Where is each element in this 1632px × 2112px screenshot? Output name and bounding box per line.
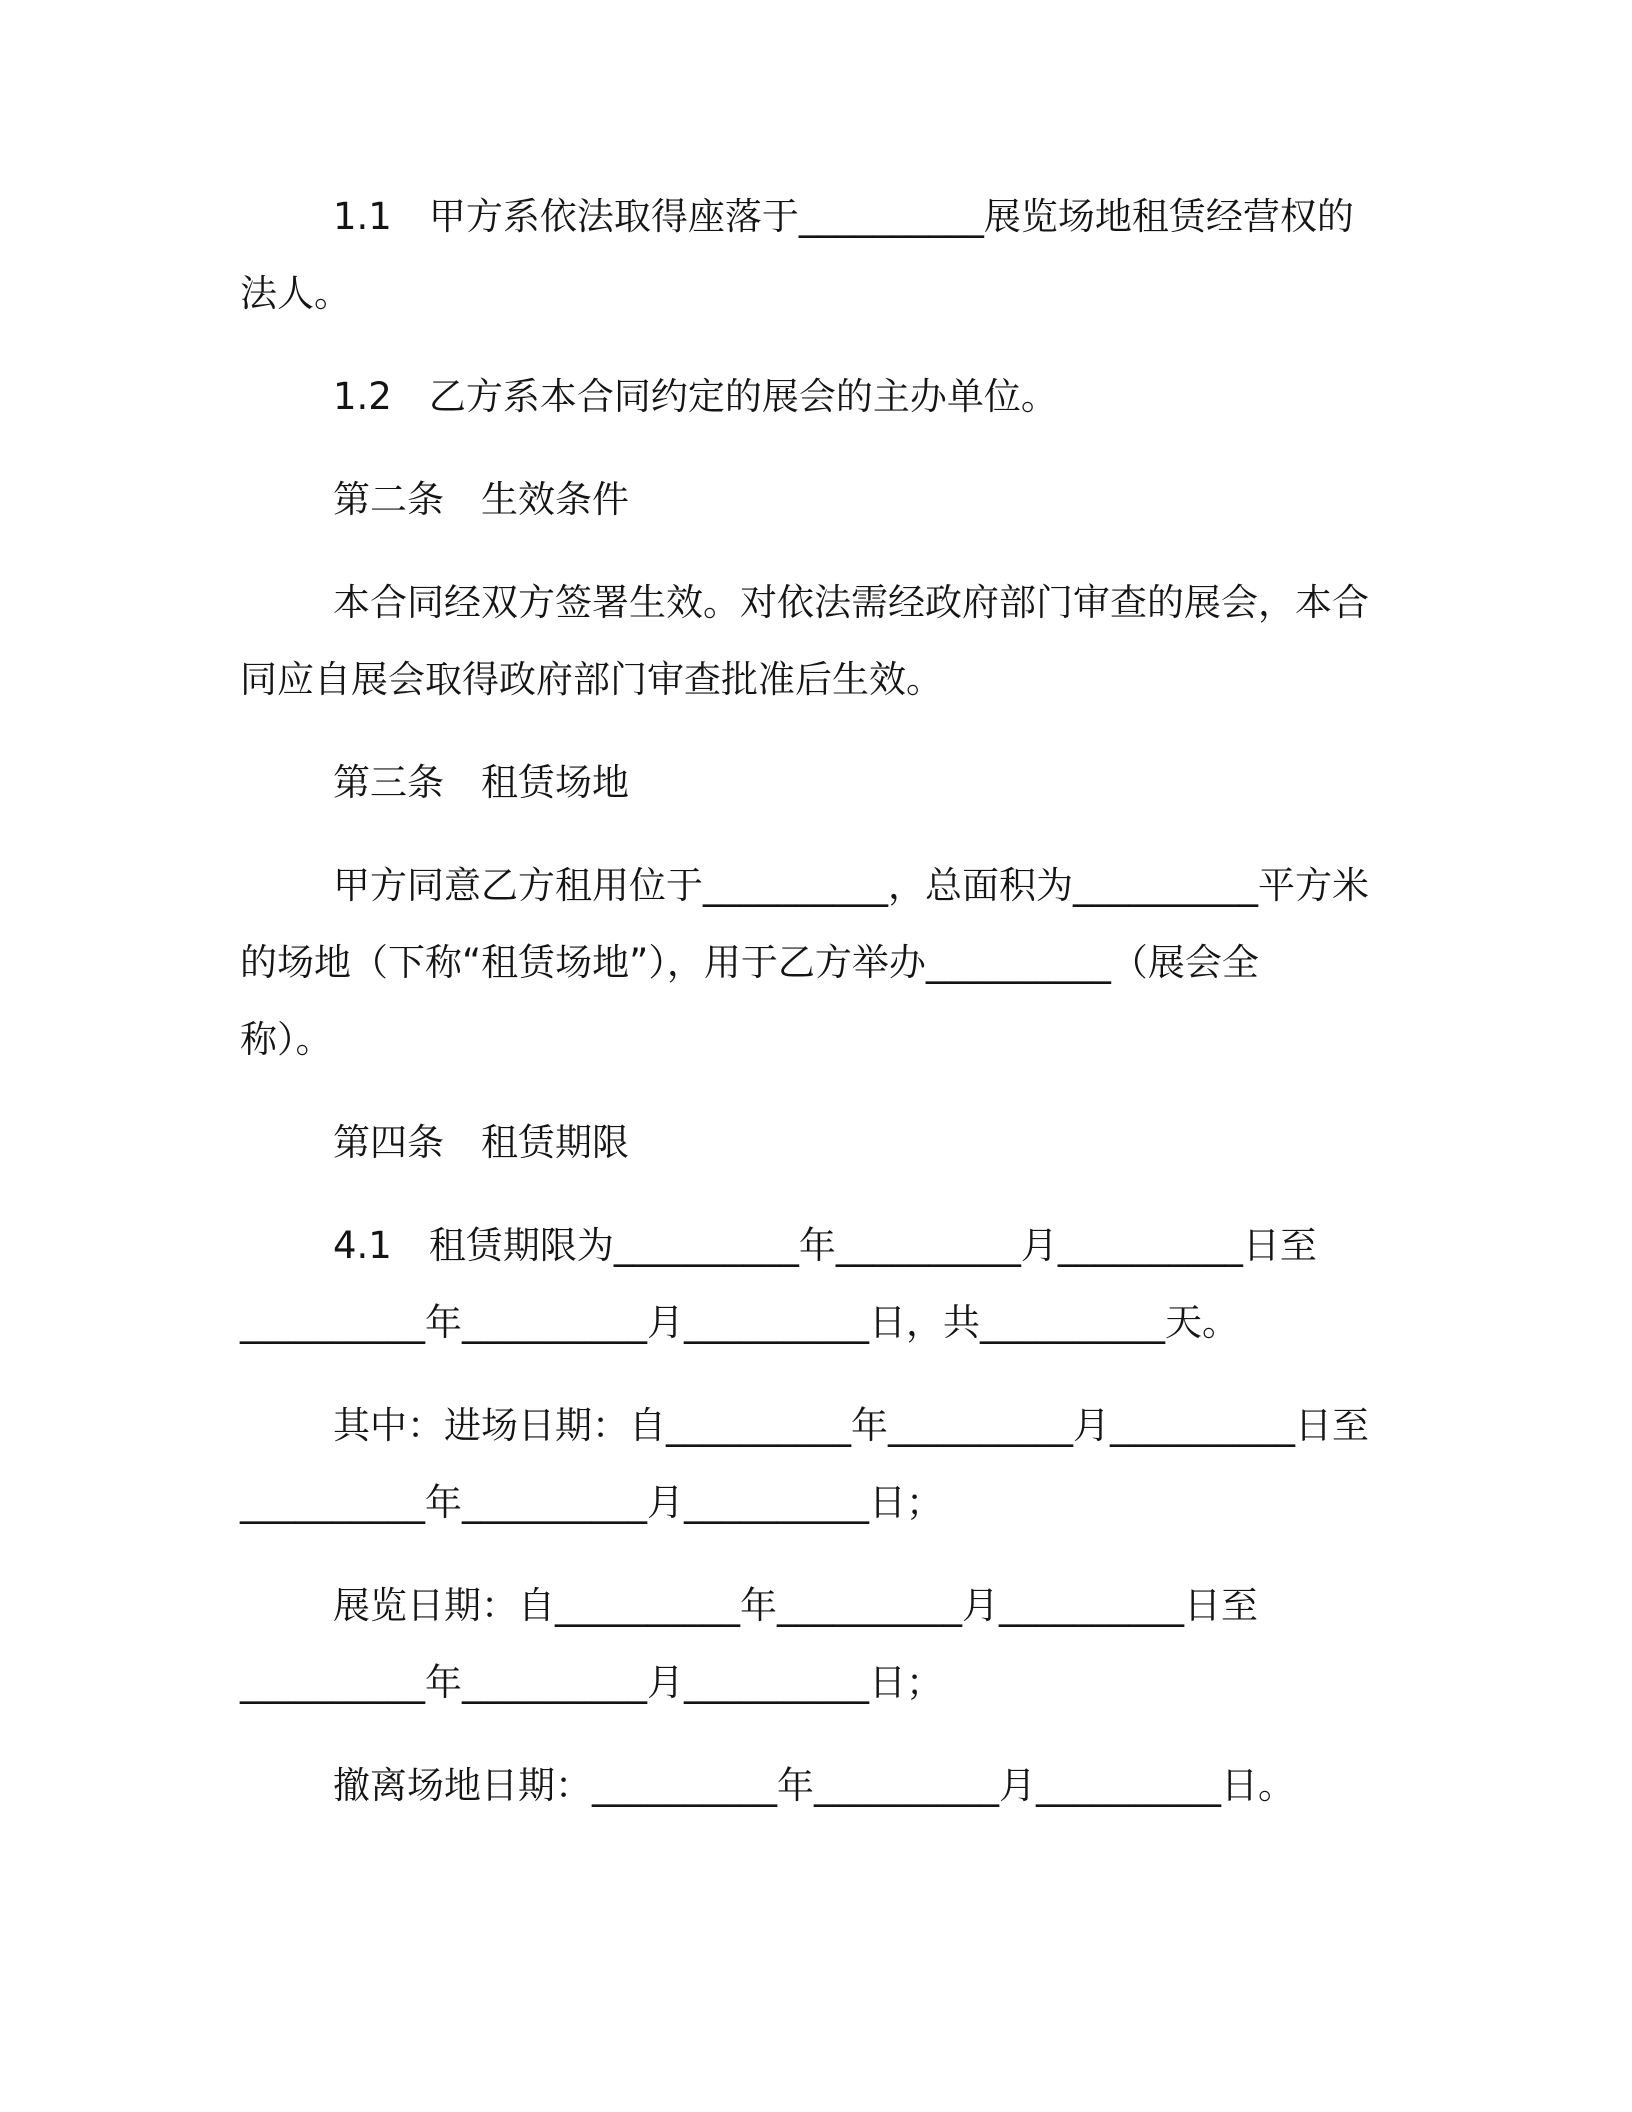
clause-text: 乙方系本合同约定的展会的主办单位。 [428,375,1058,418]
heading-line [240,1104,1632,1181]
text-line: __________年__________月__________日，共__________天。 [240,1301,1239,1344]
text-line [240,358,1632,435]
clause-1-1 [240,178,1632,332]
clause-number: 4.1 [333,1224,392,1267]
text-line: 称）。 [240,1018,333,1061]
article-2-body [240,564,1632,718]
exhibition-dates [240,1567,1632,1721]
clause-1-2 [240,358,1632,435]
text-line: 撤离场地日期：__________年__________月__________日。 [333,1764,1295,1807]
move-out-date [240,1747,1632,1824]
article-3-body [240,847,1632,1078]
text-line [240,178,1632,255]
text-line: 其中：进场日期：自__________年__________月__________日至 [333,1404,1369,1447]
article-number: 第四条 [333,1121,444,1164]
text-line: 本合同经双方签署生效。对依法需经政府部门审查的展会，本合 [333,581,1369,624]
article-title: 租赁期限 [481,1121,629,1164]
heading-line [240,461,1632,538]
text-line: 的场地（下称“租赁场地”），用于乙方举办__________（展会全 [240,941,1259,984]
article-2-heading [240,461,1632,538]
text-line: __________年__________月__________日； [240,1481,943,1524]
article-number: 第二条 [333,478,444,521]
article-title: 租赁场地 [481,761,629,804]
text-line: 法人。 [240,272,351,315]
article-3-heading [240,744,1632,821]
text-line: __________年__________月__________日； [240,1661,943,1704]
text-line [240,1207,1632,1284]
heading-line [240,744,1632,821]
text-line: 展览日期：自__________年__________月__________日至 [333,1584,1258,1627]
text-line: 同应自展会取得政府部门审查批准后生效。 [240,658,943,701]
article-4-heading [240,1104,1632,1181]
clause-4-1 [240,1207,1632,1361]
clause-text: 甲方系依法取得座落于__________展览场地租赁经营权的 [428,195,1354,238]
text-line: 甲方同意乙方租用位于__________，总面积为__________平方米 [333,864,1369,907]
clause-text: 租赁期限为__________年__________月__________日至 [428,1224,1317,1267]
move-in-dates [240,1387,1632,1541]
clause-number: 1.1 [333,195,392,238]
clause-number: 1.2 [333,375,392,418]
article-title: 生效条件 [481,478,629,521]
article-number: 第三条 [333,761,444,804]
